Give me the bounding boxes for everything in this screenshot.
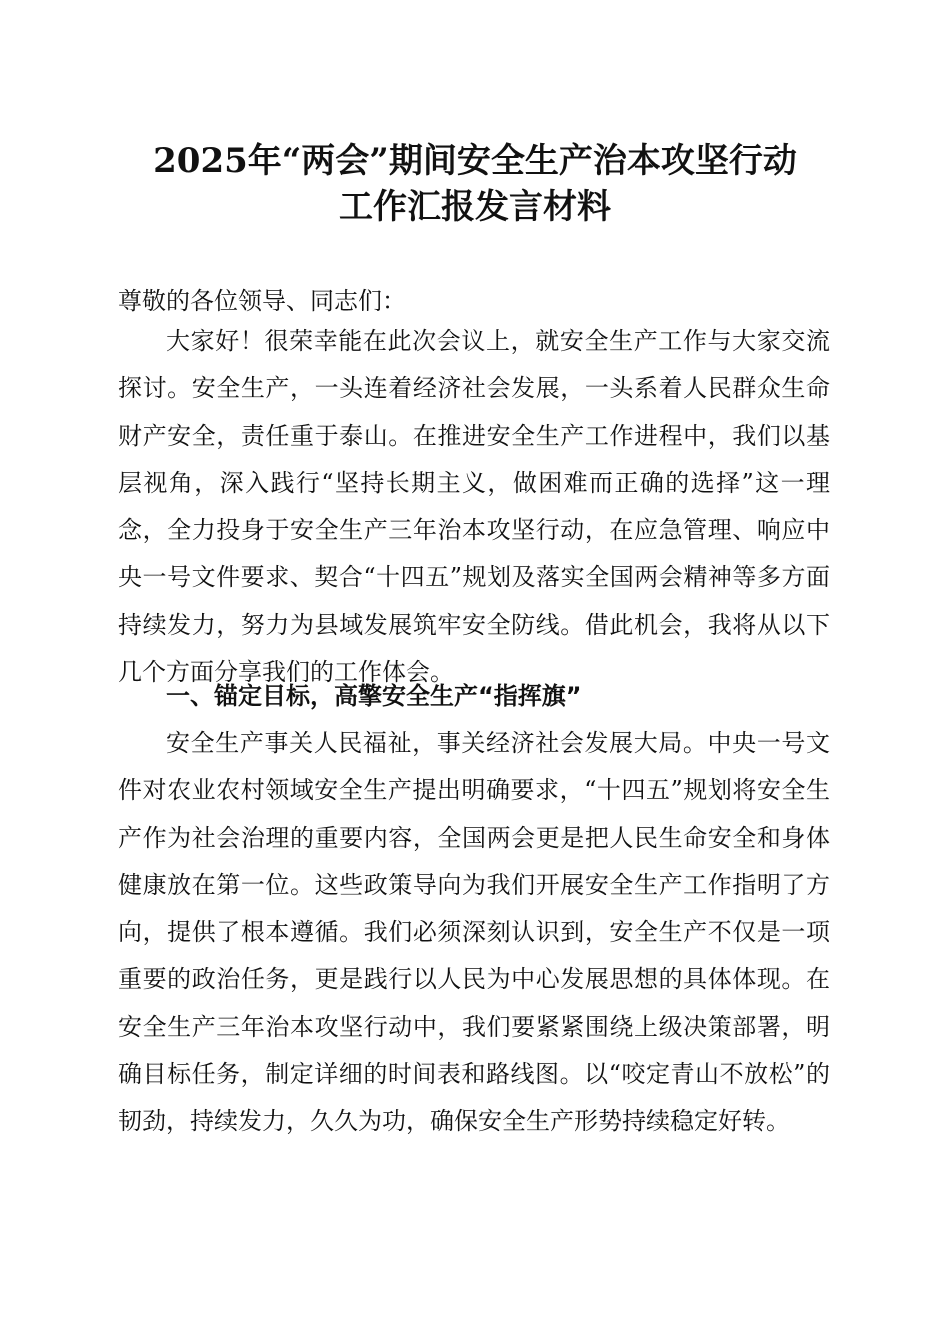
paragraph-section-1: 安全生产事关人民福祉，事关经济社会发展大局。中央一号文件对农业农村领域安全生产提出明确要求，“十四五”规划将安全生产作为社会治理的重要内容，全国两会更是把人民生命安全和身体健康放在第一位。这些政策导向为我们开展安全生产工作指明了方向，提供了根本遵循。我们必须深刻认识到，安全生产不仅是一项重要的政治任务，更是践行以人民为中心发展思想的具体体现。在安全生产三年治本攻坚行动中，我们要紧紧围绕上级决策部署，明确目标任务，制定详细的时间表和路线图。以“咬定青山不放松”的韧劲，持续发力，久久为功，确保安全生产形势持续稳定好转。 [118, 729, 830, 1136]
salutation: 尊敬的各位领导、同志们： [118, 287, 406, 315]
document-title-line-1: 2025年“两会”期间安全生产治本攻坚行动 [153, 141, 797, 181]
section-heading-1: 一、锚定目标，高擎安全生产“指挥旗” [166, 682, 582, 710]
document-title-line-2: 工作汇报发言材料 [339, 187, 611, 227]
paragraph-intro: 大家好！很荣幸能在此次会议上，就安全生产工作与大家交流探讨。安全生产，一头连着经济社会发展，一头系着人民群众生命财产安全，责任重于泰山。在推进安全生产工作进程中，我们以基层视角，深入践行“坚持长期主义，做困难而正确的选择”这一理念，全力投身于安全生产三年治本攻坚行动，在应急管理、响应中央一号文件要求、契合“十四五”规划及落实全国两会精神等多方面持续发力，努力为县域发展筑牢安全防线。借此机会，我将从以下几个方面分享我们的工作体会。 [118, 327, 830, 687]
